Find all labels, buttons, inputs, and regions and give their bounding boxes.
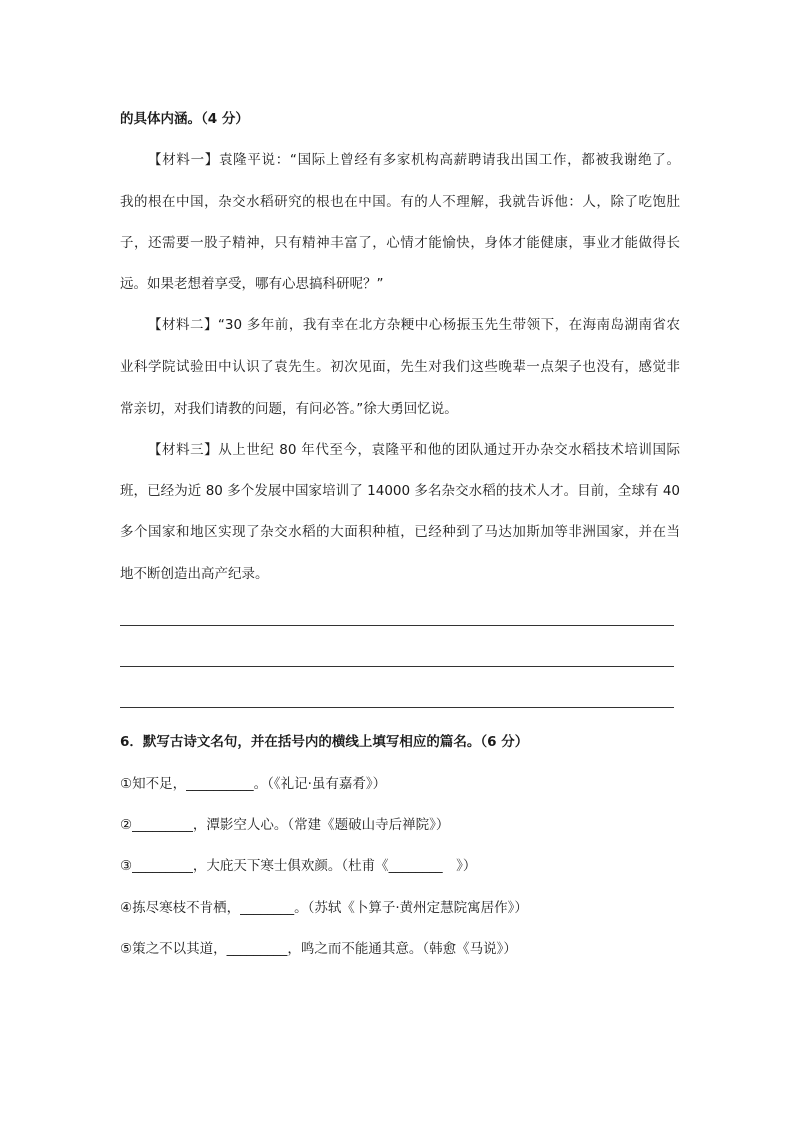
poem-fill-item: ③_________，大庇天下寒士俱欢颜。（杜甫《________ 》） bbox=[120, 858, 477, 874]
poem-fill-item: ②_________，潭影空人心。（常建《题破山寺后禅院》） bbox=[120, 817, 450, 833]
question-intro-tail: 的具体内涵。（4 分） bbox=[120, 111, 249, 127]
material-two-line: 【材料二】“30 多年前，我有幸在北方杂粳中心杨振玉先生带领下，在海南岛湖南省农 bbox=[148, 317, 680, 333]
poem-fill-item: ⑤策之不以其道，_________，鸣之而不能通其意。（韩愈《马说》） bbox=[120, 941, 517, 957]
poem-fill-item: ①知不足，__________。（《礼记·虽有嘉肴》） bbox=[120, 776, 387, 792]
material-two-line: 业科学院试验田中认识了袁先生。初次见面，先生对我们这些晚辈一点架子也没有，感觉非 bbox=[120, 359, 680, 375]
poem-fill-item: ④拣尽寒枝不肯栖，________。（苏轼《卜算子·黄州定慧院寓居作》） bbox=[120, 900, 528, 916]
question-six-title: 6．默写古诗文名句，并在括号内的横线上填写相应的篇名。（6 分） bbox=[120, 734, 529, 750]
material-two-line: 常亲切，对我们请教的问题，有问必答。”徐大勇回忆说。 bbox=[120, 401, 458, 417]
material-three-line: 班，已经为近 80 多个发展中国家培训了 14000 多名杂交水稻的技术人才。目前，全球有 40 bbox=[120, 483, 680, 499]
answer-line[interactable] bbox=[120, 707, 674, 708]
material-one-line: 子，还需要一股子精神，只有精神丰富了，心情才能愉快，身体才能健康，事业才能做得长 bbox=[120, 235, 680, 251]
material-one-line: 远。如果老想着享受，哪有心思搞科研呢？” bbox=[120, 276, 384, 292]
material-three-line: 多个国家和地区实现了杂交水稻的大面积种植，已经种到了马达加斯加等非洲国家，并在当 bbox=[120, 524, 680, 540]
material-one-line: 我的根在中国，杂交水稻研究的根也在中国。有的人不理解，我就告诉他：人，除了吃饱肚 bbox=[120, 194, 680, 210]
material-three-line: 【材料三】从上世纪 80 年代至今，袁隆平和他的团队通过开办杂交水稻技术培训国际 bbox=[148, 442, 680, 458]
answer-line[interactable] bbox=[120, 625, 674, 626]
material-one-line: 【材料一】袁隆平说：“国际上曾经有多家机构高薪聘请我出国工作，都被我谢绝了。 bbox=[148, 152, 680, 168]
answer-line[interactable] bbox=[120, 666, 674, 667]
material-three-line: 地不断创造出高产纪录。 bbox=[120, 566, 269, 582]
